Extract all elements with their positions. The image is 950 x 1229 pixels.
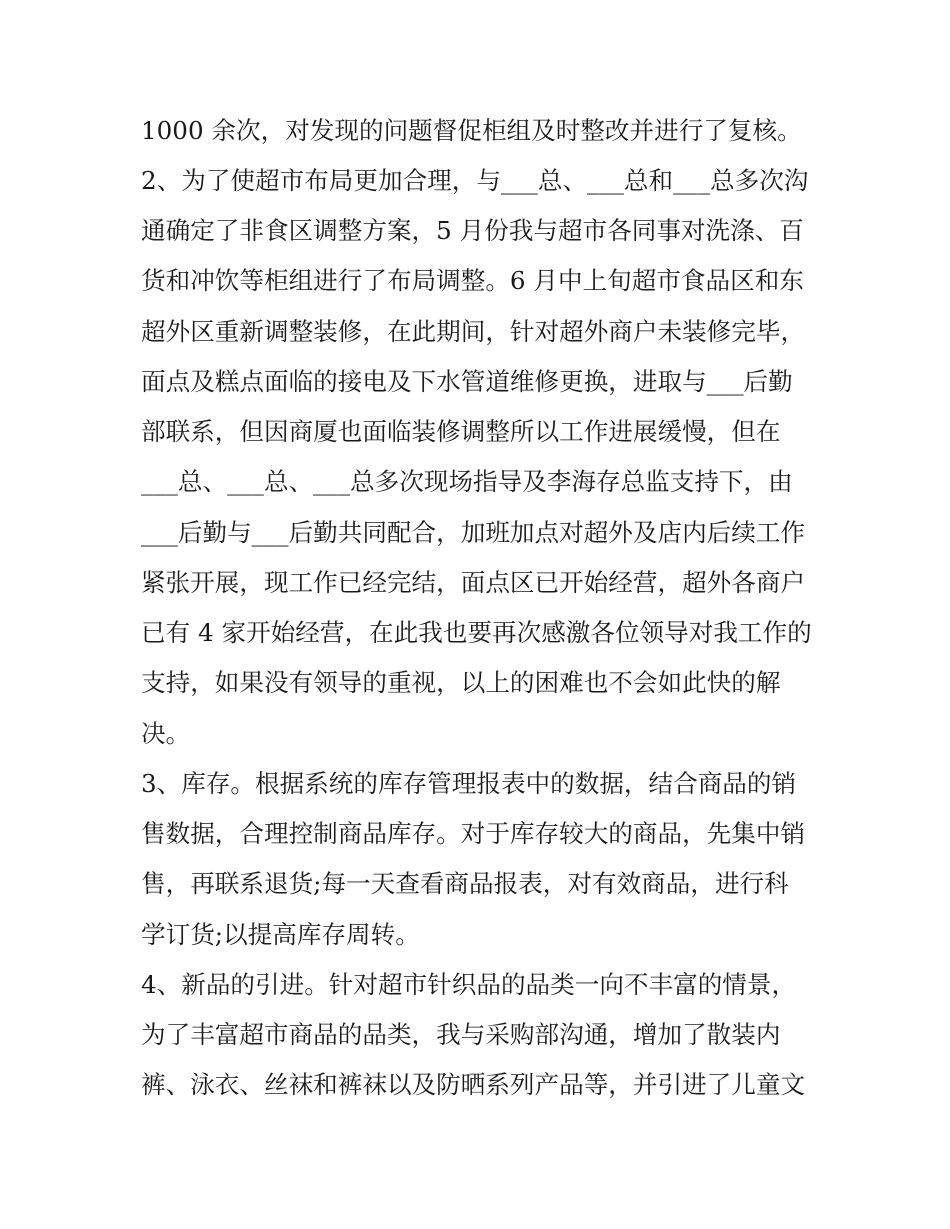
text-line: 售数据，合理控制商品库存。对于库存较大的商品，先集中销 bbox=[141, 819, 806, 848]
text-line: 1000 余次，对发现的问题督促柜组及时整改并进行了复核。 bbox=[141, 116, 802, 145]
text-line: 2、为了使超市布局更加合理，与___总、___总和___总多次沟 bbox=[141, 166, 809, 195]
text-line: 紧张开展，现工作已经完结，面点区已开始经营，超外各商户 bbox=[141, 568, 806, 597]
text-line: 4、新品的引进。针对超市针织品的品类一向不丰富的情景， bbox=[141, 970, 797, 999]
text-line: 超外区重新调整装修，在此期间，针对超外商户未装修完毕， bbox=[141, 317, 806, 346]
text-line: 售，再联系退货;每一天查看商品报表，对有效商品，进行科 bbox=[141, 869, 789, 898]
text-line: ___后勤与___后勤共同配合，加班加点对超外及店内后续工作 bbox=[141, 518, 806, 547]
text-line: 通确定了非食区调整方案，5 月份我与超市各同事对洗涤、百 bbox=[141, 216, 804, 245]
text-line: ___总、___总、___总多次现场指导及李海存总监支持下，由 bbox=[141, 467, 793, 496]
text-line: 3、库存。根据系统的库存管理报表中的数据，结合商品的销 bbox=[141, 769, 797, 798]
text-line: 面点及糕点面临的接电及下水管道维修更换，进取与___后勤 bbox=[141, 367, 793, 396]
text-line: 决。 bbox=[141, 719, 191, 748]
text-line: 货和冲饮等柜组进行了布局调整。6 月中上旬超市食品区和东 bbox=[141, 266, 804, 295]
text-line: 部联系，但因商厦也面临装修调整所以工作进展缓慢，但在 bbox=[141, 417, 781, 446]
text-line: 已有 4 家开始经营，在此我也要再次感激各位领导对我工作的 bbox=[141, 618, 812, 647]
text-line: 裤、泳衣、丝袜和裤袜以及防晒系列产品等，并引进了儿童文 bbox=[141, 1070, 806, 1099]
text-line: 支持，如果没有领导的重视，以上的困难也不会如此快的解 bbox=[141, 668, 781, 697]
text-line: 学订货;以提高库存周转。 bbox=[141, 920, 420, 949]
text-line: 为了丰富超市商品的品类，我与采购部沟通，增加了散装内 bbox=[141, 1020, 781, 1049]
